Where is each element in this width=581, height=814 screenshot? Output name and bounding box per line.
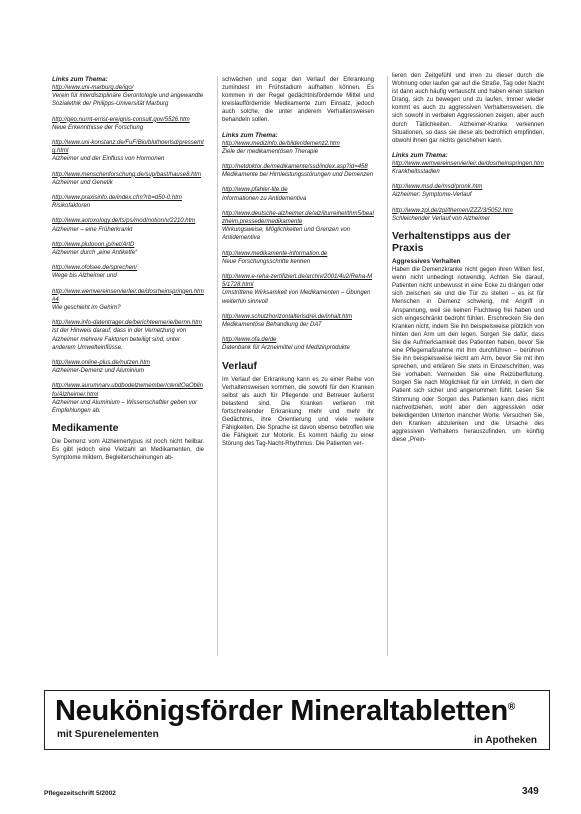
link-entry xyxy=(222,336,374,352)
intro-text: schwächen und sogar den Verlauf der Erkrankung zumindest im Frühstadium aufhalten können. Es kommen in der Regel gedächtnisfördernde Mittel und kreislauffördernde Medikamente zum Einsatz, jedoch auch solche, die unter anderem Verhaltensweisen behandeln sollen. xyxy=(222,77,374,124)
link-url[interactable]: http://www.aurumnarv.ubdbodelzwmember/clenitOaOblinfo/Alzheimer.html xyxy=(52,383,203,398)
link-url[interactable]: http://www.schutzhorizontalterlsdrei.de/inhalt.htm xyxy=(222,313,353,320)
link-list xyxy=(52,84,204,415)
link-entry xyxy=(222,186,374,202)
registered-mark: ® xyxy=(507,701,515,713)
link-entry xyxy=(52,359,204,375)
link-entry xyxy=(392,183,544,199)
link-url[interactable]: http://www.e-reha-zertifiziert.de/archiv/2001/4u2/Reha-M5/1728.html xyxy=(222,274,373,289)
link-entry xyxy=(222,140,374,156)
link-description: Alzheimer – eine Früherkrankt xyxy=(52,226,133,233)
link-url[interactable]: http://geo.nurnt-ernst-ereignis-consult.gov/5526.htm xyxy=(52,116,190,123)
link-entry xyxy=(52,171,204,187)
link-description: Alzheimer und der Einfluss von Hormonen xyxy=(52,156,165,163)
link-entry xyxy=(52,288,204,313)
link-description: Risikofaktoren xyxy=(52,203,91,210)
link-url[interactable]: http://www.ofa.de/de xyxy=(222,337,277,344)
link-url[interactable]: http://www.zpl.de/zpl/themen/ZZZ/3/5052.htm xyxy=(392,207,513,214)
link-url[interactable]: http://www.info-datentrager.de/berichteemerie/bernn.htm xyxy=(52,320,202,327)
link-url[interactable]: http://www.praxisinfo.de/index.cfm?rb=d50-0.htm xyxy=(52,195,182,202)
page-number: 349 xyxy=(522,786,539,797)
column-2 xyxy=(222,76,374,656)
link-description: Medikamente bei Hirnleistungsstörungen und Demenzen xyxy=(222,172,374,179)
section-title-medikamente: Medikamente xyxy=(52,422,119,435)
section-text: Im Verlauf der Erkrankung kann es zu einer Reihe von Verhaltensweisen kommen, die sowohl für den Kranken selbst als auch für Pflegende und Betreuer äußerst belastend sind. Die Kranken verlieren mit fortschreitender Erkrankung mehr und mehr ihr Gedächtnis, ihre Orientierung und viele weitere Fähigkeiten. Die Sprache ist davon ebenso betroffen wie die Fähigkeit zur Motorik. Es kommt häufig zu einer Störung des Tag-Nacht-Rhythmus. Die Patienten ver- xyxy=(222,376,374,448)
advertisement-banner[interactable] xyxy=(44,690,550,750)
intro-text: lieren den Zeitgefühl und irren zu dieser durch die Wohnung oder laufen gar auf die Straße. Tag oder Nacht ist dann auch häufig vertauscht und haben einen starken Drang, sich zu bewegen und zu laufen. Immer wieder kommt es auch zu aggressiven Verhaltensweisen, die sich sowohl in verbalen Aggressionen zeigen, aber auch durch Tätlichkeiten. Alzheimer-Kranke verkennen Situationen, so dass sie diese als bedrohlich empfinden, obwohl ihnen gar nichts geschehen kann. xyxy=(392,73,544,144)
section-text: Haben die Demenzkranke nicht gegen ihren Willen fest, wenn nicht unbedingt notwendig. Achten Sie darauf, Patienten nicht unbewusst in eine Ecke zu drängen oder sich zwischen sie und die Tür zu stellen – es ist für Menschen in Demenz schwierig, mit Angriff in Anspannung, weil sie keinen Fluchtweg frei haben und sich eingeschränkt bedroht fühlen. Erschrecken Sie den Kranken nicht, indem Sie ihn beispielsweise plötzlich von hinten den Arm um den legen. Sorgen Sie dafür, dass Sie die Aufmerksamkeit des Patienten haben, bevor Sie eine Pflegemaßnahme mit ihm durchführen – berühren Sie ihn beispielsweise leicht am Arm, bevor Sie mit ihm sprechen, und erklären Sie stets in Einzelschritten, was Sie vorhaben. Vermeiden Sie eine Reizüberflutung. Sorgen Sie nach Möglichkeit für ein Umfeld, in dem der Patient sich sicher und angenommen fühlt. Lesen Sie Stimmung oder Sorgen des Patienten kann dies nicht nachvollziehen, wohl aber den aggressiven oder beleidigenden Unterton mancher Worte. Versuchen Sie, den Kranken abzulenken und die Ursache des aggressiven Verhaltens herauszufinden, um künftig diese „Prein- xyxy=(392,267,544,444)
link-url[interactable]: http://www.deutsche-alzheimer.de/alz/iturreihel/thm5/bealzheim.pressedermedikamente xyxy=(222,210,374,225)
link-url[interactable]: http://www.menschenforschung.de/sup/bast/hause8.htm xyxy=(52,171,202,178)
section-title-verlauf: Verlauf xyxy=(222,359,258,372)
link-entry xyxy=(222,250,374,266)
link-entry xyxy=(52,217,204,233)
link-url[interactable]: http://www.uni-marburg.de/igo/ xyxy=(52,85,134,91)
article-columns xyxy=(52,73,544,656)
link-description: Alzheimer-Demenz und Aluminium xyxy=(52,368,145,375)
link-url[interactable]: http://netdoktor.de/medikamente/ssd/index.asp?id=458 xyxy=(222,163,368,170)
link-entry xyxy=(392,160,544,176)
link-url[interactable]: http://www.wemvereinservierleir.de/dosrheinspringen.htm#4 xyxy=(52,288,204,303)
link-entry xyxy=(392,207,544,223)
link-entry xyxy=(222,273,374,306)
link-entry xyxy=(222,163,374,179)
subheading: Aggressives Verhalten xyxy=(392,258,461,266)
links-heading: Links zum Thema: xyxy=(392,151,448,159)
link-entry xyxy=(52,241,204,257)
link-description: Ist der Hinweis darauf, dass in der Vernetzung von Alzheimer mehrere Faktoren beteiligt sind, unter anderem Umwelteinflüsse. xyxy=(52,328,187,351)
link-description: Neue Forschungsschritte kennen xyxy=(222,258,311,265)
link-description: Alzheimer durch „eine Antikette“ xyxy=(52,250,138,257)
link-description: Informationen zu Antidementiva xyxy=(222,195,307,202)
link-entry xyxy=(52,319,204,352)
link-entry xyxy=(52,84,204,109)
link-description: Alzheimer und Genetik xyxy=(52,179,113,186)
link-description: Ziele der medikamentösen Therapie xyxy=(222,148,319,155)
link-url[interactable]: http://www.medizinfo.de/bilder/demenz2.htm xyxy=(222,140,340,147)
link-description: Wie geschieht im Gehirn? xyxy=(52,305,121,312)
links-heading: Links zum Thema: xyxy=(52,76,108,83)
link-url[interactable]: http://www.plutooon.jp/net/ArtD xyxy=(52,241,135,248)
link-entry xyxy=(52,264,204,280)
link-description: Schleichender Verlauf von Alzheimer xyxy=(392,215,490,222)
link-description: Wirkungsweise, Möglichkeiten und Grenzen von Antidementiva xyxy=(222,227,351,242)
link-url[interactable]: http://www.ofolsee.de/sprechen/ xyxy=(52,265,138,272)
link-description: Neue Erkenntnisse der Forschung xyxy=(52,124,144,131)
link-url[interactable]: http://www.pfahler-lite.de xyxy=(222,187,288,194)
link-entry xyxy=(52,382,204,415)
column-1 xyxy=(52,76,204,656)
ad-subline: mit Spurenelementen xyxy=(57,729,159,740)
link-url[interactable]: http://www.medikamente-information.de xyxy=(222,250,328,257)
link-description: Krankheitsstadien xyxy=(392,169,440,176)
link-list xyxy=(222,140,374,353)
link-description: Medikamentöse Behandlung der DAT xyxy=(222,322,322,329)
link-url[interactable]: http://www.aotoxology.de/ts/ps/mod/notion/v/2210.htm xyxy=(52,218,196,225)
link-description: Datenbank für Arzneimittel und Medizinprodukte xyxy=(222,345,350,352)
link-description: Wege bis Alzheimer und xyxy=(52,273,117,280)
link-description: Umstrittene Wirksamkeit von Medikamenten – Übungen weiterhin sinnvoll xyxy=(222,290,371,305)
links-heading: Links zum Thema: xyxy=(222,131,278,139)
link-url[interactable]: http://www.uni-konstanz.de/FuF/Bio/bluthoerlsd/pressemtg.html xyxy=(52,140,204,155)
link-entry xyxy=(52,116,204,132)
link-entry xyxy=(52,139,204,164)
link-description: Verein für interdisziplinäre Gerontologie und angewandte Sozialethik der Philipps-Universität Marburg xyxy=(52,93,204,108)
link-list xyxy=(392,160,544,223)
link-description: Alzheimer und Aluminium – Wissenschaftler geben vor Empfehlungen ab. xyxy=(52,399,198,415)
link-entry xyxy=(52,194,204,210)
link-entry xyxy=(222,210,374,243)
section-text: Die Demenz vom Alzheimertypus ist noch nicht heilbar. Es gibt jedoch eine Vielzahl an Medikamenten, die Symptome mildern, Begleiterscheinungen ab- xyxy=(52,439,204,462)
column-3 xyxy=(392,72,544,652)
ad-availability: in Apotheken xyxy=(474,735,537,746)
link-url[interactable]: http://www.msd.de/msd/pronk.htm xyxy=(392,184,483,191)
link-entry xyxy=(222,313,374,329)
link-url[interactable]: http://www.online-plus.de/nutzen.htm xyxy=(52,360,151,367)
link-description: Alzheimer: Symptome-Verlauf xyxy=(392,192,472,199)
section-title-verhaltenstipps: Verhaltenstipps aus der Praxis xyxy=(392,230,511,255)
journal-footer: Pflegezeitschrift 5/2002 xyxy=(44,790,116,797)
link-url[interactable]: http://www.wemvereinservierleir.de/dosrheinspringen.htm xyxy=(392,160,544,167)
ad-brand: Neukönigsförder Mineraltabletten® xyxy=(55,695,515,727)
